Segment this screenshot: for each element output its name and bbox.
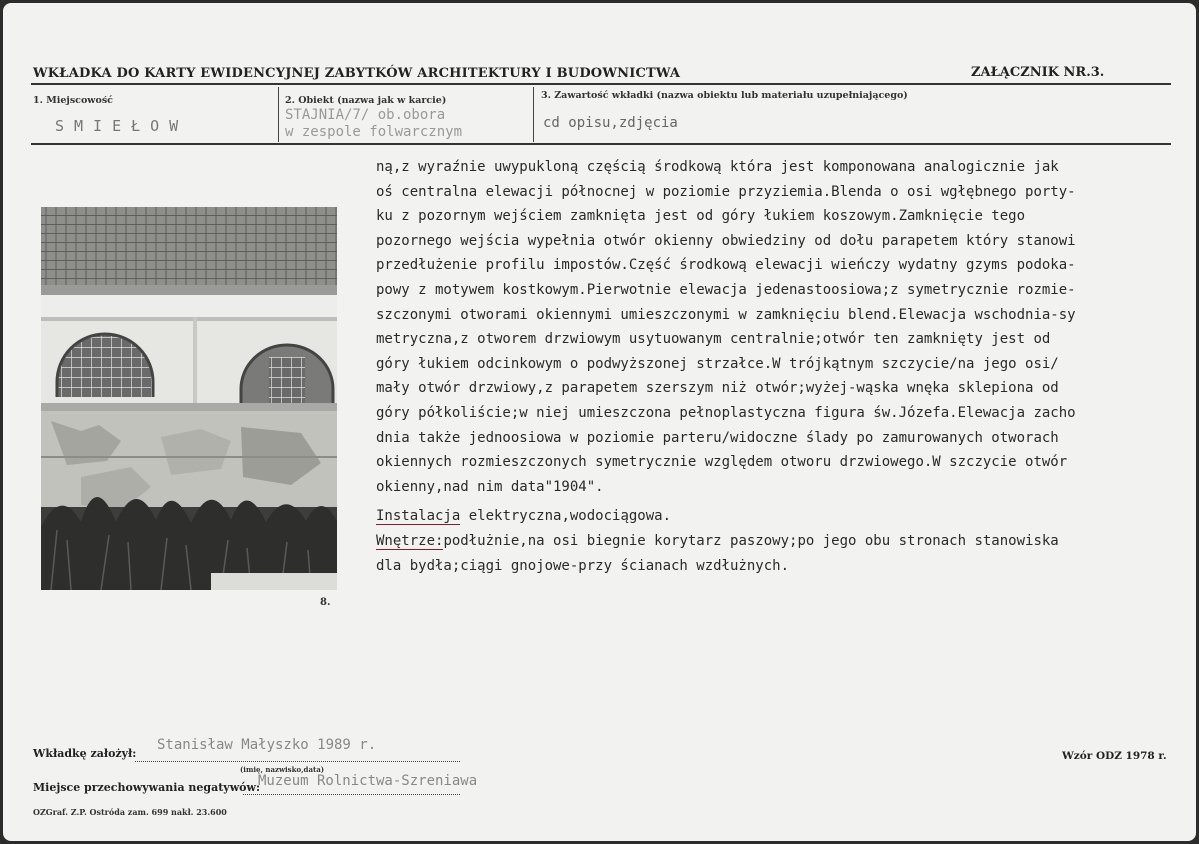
form-template: Wzór ODZ 1978 r.: [1062, 750, 1167, 762]
description-line: okiennych rozmieszczonych symetrycznie względem otworu drzwiowego.W szczycie otwór: [376, 454, 1068, 471]
form-title: WKŁADKA DO KARTY EWIDENCYJNEJ ZABYTKÓW ARCHITEKTURY I BUDOWNICTWA: [33, 66, 681, 81]
installation-line: [376, 504, 671, 529]
interior-line: [376, 529, 1059, 554]
description-line: okienny,nad nim data"1904".: [376, 478, 604, 495]
print-info: OZGraf. Z.P. Ostróda zam. 699 nakł. 23.600: [33, 807, 227, 817]
content-value: cd opisu,zdjęcia: [543, 115, 678, 131]
content-label: 3. Zawartość wkładki (nazwa obiektu lub materiału uzupełniającego): [541, 90, 908, 101]
fields-rule: [31, 143, 1171, 145]
storage-dotted-line: [243, 794, 460, 795]
description-line: oś centralna elewacji północnej w poziomie przyziemia.Blenda o osi wgłębnego porty-: [376, 183, 1076, 200]
installation-heading: Instalacja: [376, 508, 461, 524]
object-value-line1: STAJNIA/7/ ob.obora: [285, 107, 446, 123]
founder-label: Wkładkę założył:: [33, 747, 137, 760]
field-divider: [533, 87, 534, 142]
description-line: metryczna,z otworem drzwiowym usytuowanym centralnie;otwór ten zamknięty jest od: [376, 331, 1051, 348]
description-line: pozornego wejścia wypełnia otwór okienny obwiedziny od dołu parapetem który stanowi: [376, 232, 1076, 249]
description-line: powy z motywem kostkowym.Pierwotnie elewacja jedenastoosiowa;z symetrycznie rozmie-: [376, 281, 1076, 298]
description-text: [376, 155, 1196, 499]
interior-heading: Wnętrze:: [376, 533, 444, 549]
barn-photo: [41, 207, 337, 590]
description-line: dnia także jednoosiowa w poziomie parteru/widoczne ślady po zamurowanych otworach: [376, 429, 1059, 446]
founder-value: Stanisław Małyszko 1989 r.: [157, 737, 377, 753]
description-line: szczonymi otworami okiennymi umieszczonymi w zamknięciu blend.Elewacja wschodnia-sy: [376, 306, 1076, 323]
description-line: ku z pozornym wejściem zamknięta jest od góry łukiem koszowym.Zamknięcie tego: [376, 208, 1026, 225]
installation-text: elektryczna,wodociągowa.: [460, 508, 672, 524]
description-line: przedłużenie profilu impostów.Część środkową elewacji wieńczy wydatny gzyms podoka-: [376, 257, 1076, 274]
record-card: [3, 3, 1196, 841]
interior-line-2: dla bydła;ciągi gnojowe-przy ścianach wzdłużnych.: [376, 558, 790, 574]
location-value: SMIEŁOW: [55, 117, 189, 135]
header-rule: [31, 83, 1171, 85]
description-line: mały otwór drzwiowy,z parapetem szerszym niż otwór;wyżej-wąska wnęka sklepiona od: [376, 380, 1059, 397]
object-value-line2: w zespole folwarcznym: [285, 124, 463, 140]
description-line: góry półkoliście;w niej umieszczona pełnoplastyczna figura św.Józefa.Elewacja zacho: [376, 404, 1076, 421]
location-label: 1. Miejscowość: [33, 95, 113, 106]
founder-hint: (imię, nazwisko,data): [240, 765, 325, 774]
description-line: ną,z wyraźnie uwypukloną częścią środkową która jest komponowana analogicznie jak: [376, 159, 1059, 175]
photo-number: 8.: [320, 597, 331, 608]
interior-text: podłużnie,na osi biegnie korytarz paszowy;po jego obu stronach stanowiska: [443, 533, 1059, 549]
description-line: góry łukiem odcinkowym o podwyższonej strzałce.W trójkątnym szczycie/na jego osi/: [376, 355, 1059, 372]
annex-number: ZAŁĄCZNIK NR.3.: [971, 65, 1105, 80]
object-label: 2. Obiekt (nazwa jak w karcie): [285, 95, 447, 106]
field-divider: [278, 87, 279, 142]
storage-value: Muzeum Rolnictwa-Szreniawa: [258, 773, 478, 789]
barn-photo-image: [41, 207, 337, 590]
storage-label: Miejsce przechowywania negatywów:: [33, 781, 261, 794]
founder-dotted-line: [135, 761, 460, 762]
